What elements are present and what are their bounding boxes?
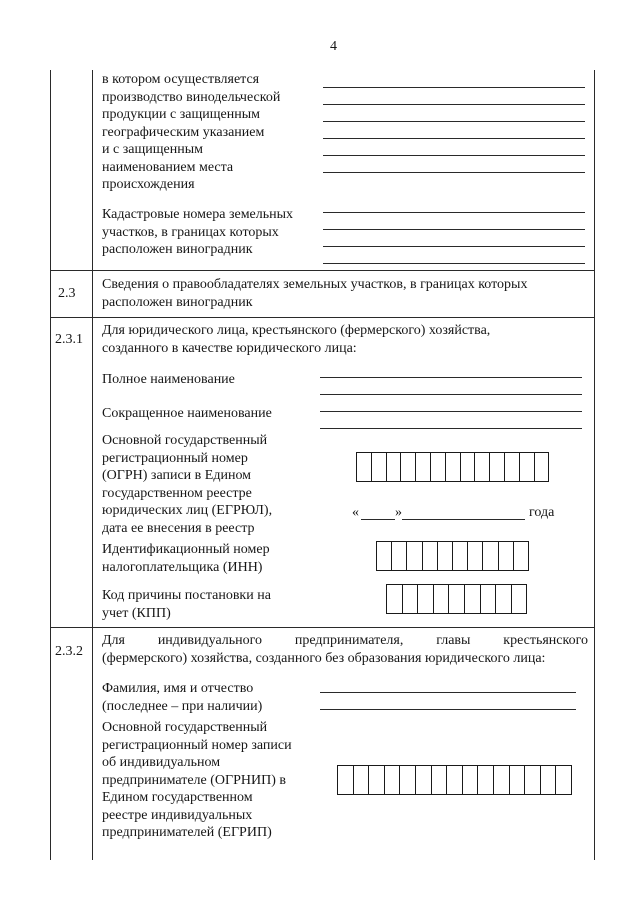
digit-box[interactable] bbox=[514, 541, 529, 571]
digit-box[interactable] bbox=[438, 541, 453, 571]
digit-box[interactable] bbox=[541, 765, 557, 795]
date-month-line bbox=[402, 519, 525, 520]
ogrn-digit-boxes[interactable] bbox=[356, 452, 549, 482]
row-divider-2-3-1 bbox=[50, 317, 594, 318]
digit-box[interactable] bbox=[369, 765, 385, 795]
date-day-line bbox=[361, 519, 395, 520]
digit-box[interactable] bbox=[416, 452, 431, 482]
digit-box[interactable] bbox=[481, 584, 497, 614]
digit-box[interactable] bbox=[478, 765, 494, 795]
section-2-3-title: Сведения о правообладателях земельных участков, в границах которых расположен виноградник bbox=[102, 277, 528, 310]
digit-box[interactable] bbox=[468, 541, 483, 571]
digit-box[interactable] bbox=[463, 765, 479, 795]
digit-box[interactable] bbox=[494, 765, 510, 795]
inn-label: Идентификационный номер налогоплательщика (ИНН) bbox=[102, 542, 270, 575]
digit-box[interactable] bbox=[434, 584, 450, 614]
digit-box[interactable] bbox=[377, 541, 392, 571]
short-name-label: Сокращенное наименование bbox=[102, 406, 272, 421]
table-right-border bbox=[594, 70, 595, 860]
digit-box[interactable] bbox=[372, 452, 387, 482]
winery-place-label: в котором осуществляется производство винодельческой продукции с защищенным географическим указанием и с защищенным наименованием места происхождения bbox=[102, 72, 281, 192]
kpp-digit-boxes[interactable] bbox=[386, 584, 527, 614]
digit-box[interactable] bbox=[354, 765, 370, 795]
date-quote-open: « bbox=[352, 505, 359, 520]
section-number-2-3-2: 2.3.2 bbox=[55, 644, 83, 659]
digit-box[interactable] bbox=[449, 584, 465, 614]
fio-label: Фамилия, имя и отчество (последнее – при наличии) bbox=[102, 681, 263, 714]
digit-box[interactable] bbox=[431, 452, 446, 482]
digit-box[interactable] bbox=[535, 452, 550, 482]
date-year-label: года bbox=[529, 505, 555, 520]
digit-box[interactable] bbox=[416, 765, 432, 795]
digit-box[interactable] bbox=[407, 541, 422, 571]
digit-box[interactable] bbox=[400, 765, 416, 795]
digit-box[interactable] bbox=[453, 541, 468, 571]
digit-box[interactable] bbox=[401, 452, 416, 482]
digit-box[interactable] bbox=[423, 541, 438, 571]
number-column-border bbox=[92, 70, 93, 860]
digit-box[interactable] bbox=[387, 452, 402, 482]
digit-box[interactable] bbox=[403, 584, 419, 614]
digit-box[interactable] bbox=[496, 584, 512, 614]
row-divider-2-3-2 bbox=[50, 627, 594, 628]
digit-box[interactable] bbox=[505, 452, 520, 482]
digit-box[interactable] bbox=[525, 765, 541, 795]
digit-box[interactable] bbox=[475, 452, 490, 482]
section-number-2-3: 2.3 bbox=[58, 286, 76, 301]
section-2-3-1-title: Для юридического лица, крестьянского (фермерского) хозяйства, созданного в качестве юридического лица: bbox=[102, 323, 491, 356]
section-2-3-2-title-line1: Для индивидуального предпринимателя, главы крестьянского bbox=[102, 633, 588, 648]
page-number: 4 bbox=[330, 39, 337, 54]
digit-box[interactable] bbox=[418, 584, 434, 614]
digit-box[interactable] bbox=[520, 452, 535, 482]
kpp-label: Код причины постановки на учет (КПП) bbox=[102, 588, 271, 621]
cadastral-numbers-label: Кадастровые номера земельных участков, в границах которых расположен виноградник bbox=[102, 207, 294, 257]
digit-box[interactable] bbox=[510, 765, 526, 795]
digit-box[interactable] bbox=[461, 452, 476, 482]
digit-box[interactable] bbox=[338, 765, 354, 795]
digit-box[interactable] bbox=[499, 541, 514, 571]
inn-digit-boxes[interactable] bbox=[376, 541, 529, 571]
digit-box[interactable] bbox=[490, 452, 505, 482]
table-left-border bbox=[50, 70, 51, 860]
digit-box[interactable] bbox=[387, 584, 403, 614]
ogrnip-digit-boxes[interactable] bbox=[337, 765, 572, 795]
digit-box[interactable] bbox=[483, 541, 498, 571]
full-name-label: Полное наименование bbox=[102, 372, 235, 387]
row-divider-2-3 bbox=[50, 270, 594, 271]
digit-box[interactable] bbox=[432, 765, 448, 795]
section-2-3-2-title-line2: (фермерского) хозяйства, созданного без образования юридического лица: bbox=[102, 650, 546, 666]
date-quote-close: » bbox=[395, 505, 402, 520]
section-number-2-3-1: 2.3.1 bbox=[55, 332, 83, 347]
section-2-3-2-title bbox=[102, 632, 588, 667]
digit-box[interactable] bbox=[512, 584, 528, 614]
digit-box[interactable] bbox=[465, 584, 481, 614]
digit-box[interactable] bbox=[446, 452, 461, 482]
digit-box[interactable] bbox=[357, 452, 372, 482]
digit-box[interactable] bbox=[447, 765, 463, 795]
ogrn-label: Основной государственный регистрационный номер (ОГРН) записи в Едином государственном реестре юридических лиц (ЕГРЮЛ), дата ее внесения в реестр bbox=[102, 433, 273, 536]
digit-box[interactable] bbox=[385, 765, 401, 795]
ogrnip-label: Основной государственный регистрационный номер записи об индивидуальном предпринимателе (ОГРНИП) в Едином государственном реестре индивидуальных предпринимателей (ЕГРИП) bbox=[102, 720, 292, 840]
digit-box[interactable] bbox=[556, 765, 572, 795]
digit-box[interactable] bbox=[392, 541, 407, 571]
